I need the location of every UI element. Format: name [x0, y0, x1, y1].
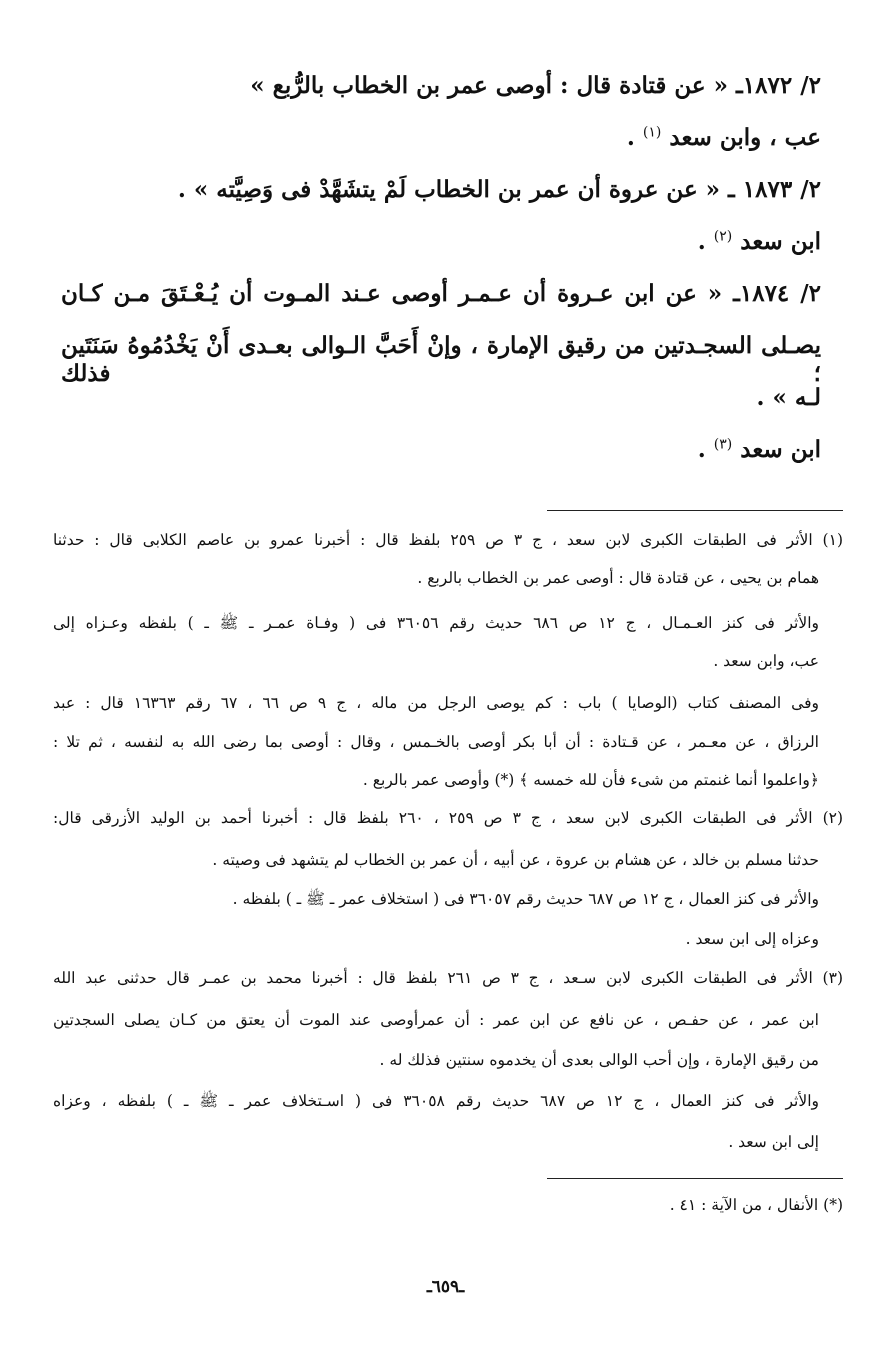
hadith-1874-line-1	[61, 280, 821, 310]
source-end-3: .	[697, 436, 714, 463]
footnote-3-line-2	[53, 1011, 819, 1033]
footnote-ref-1: (١)	[642, 124, 662, 141]
footnote-1-line-4	[53, 652, 819, 671]
footnote-2-line-1	[53, 809, 843, 831]
source-1872	[61, 124, 821, 152]
footnote-text: من رقيق الإمارة ، وإن أحب الوالى بعدى أن يخدموه سنتين فذلك له .	[379, 1051, 819, 1069]
hadith-1873-text: ٢/ ١٨٧٣ ـ « عن عروة أن عمر بن الخطاب لَمْ يتشَهَّدْ فى وَصِيَّته » .	[177, 176, 821, 203]
source-1872-text: عب ، وابن سعد	[669, 124, 821, 151]
footnote-text: وفى المصنف كتاب (الوصايا ) باب : كم يوصى الرجل من ماله ، ج ٩ ص ٦٦ ، ٦٧ رقم ١٦٣٦٣ قال : عبد	[53, 694, 819, 712]
footnote-text: وعزاه إلى ابن سعد .	[685, 930, 819, 948]
footnote-text: والأثر فى كنز العمال ، ج ١٢ ص ٦٨٧ حديث رقم ٣٦٠٥٧ فى ( استخلاف عمر ـ ﷺ ـ ) بلفظه .	[232, 890, 819, 908]
hadith-1874-line-3	[61, 384, 821, 412]
footnote-text: ابن عمر ، عن حفـص ، عن نافع عن ابن عمر : أن عمرأوصى عند الموت أن يعتق من كـان يصلى السجدتين	[53, 1011, 819, 1029]
footnote-1-line-1	[53, 531, 843, 553]
source-1874-text: ابن سعد	[740, 436, 821, 463]
footnote-text: (٢) الأثر فى الطبقات الكبرى لابن سعد ، ج ٣ ص ٢٥٩ ، ٢٦٠ بلفظ قال : أخبرنا أحمد بن الوليد الأزرقى قال:	[53, 809, 844, 827]
page-number: ـ٦٥٩ـ	[426, 1277, 465, 1297]
footnote-ref-3: (٣)	[713, 436, 733, 453]
source-end-2: .	[697, 228, 714, 255]
quran-note-text: (*) الأنفال ، من الآية : ٤١ .	[669, 1196, 843, 1214]
footnote-1-line-5	[53, 694, 819, 716]
footnote-ref-2: (٢)	[713, 228, 733, 245]
footnote-text: (٣) الأثر فى الطبقات الكبرى لابن سـعد ، ج ٣ ص ٢٦١ بلفظ قال : أخبرنا محمد بن عمـر قال حدثنى عبد الله	[53, 969, 843, 987]
footnote-1-line-3	[53, 614, 819, 636]
hadith-1872-text: ٢/ ١٨٧٢ـ « عن قتادة قال : أوصى عمر بن الخطاب بالرُّبع »	[250, 72, 821, 99]
source-1873-text: ابن سعد	[740, 228, 821, 255]
hadith-1872	[61, 72, 821, 100]
footnote-text: عب، وابن سعد .	[713, 652, 819, 670]
footnote-text: والأثر فى كنز العـمـال ، ج ١٢ ص ٦٨٦ حديث رقم ٣٦٠٥٦ فى ( وفـاة عمـر ـ ﷺ ـ ) بلفظه وعـزاه إلى	[53, 614, 819, 632]
hadith-1874-text-2: يصـلى السجـدتين من رقيق الإمارة ، وإنْ أَحَبَّ الـوالى بعـدى أَنْ يَخْدُمُوهُ سَنَتَين ؛ فذلك	[61, 332, 821, 387]
quran-note-separator	[547, 1178, 843, 1179]
footnote-3-line-3	[53, 1051, 819, 1070]
footnote-1-line-6	[53, 733, 819, 755]
footnote-3-line-1	[53, 969, 843, 991]
footnote-1-line-7	[53, 771, 819, 790]
footnote-3-line-5	[53, 1133, 819, 1152]
source-1873	[61, 228, 821, 256]
hadith-1874-line-2	[61, 332, 821, 387]
hadith-1874-text-1: ٢/ ١٨٧٤ـ « عن ابن عـروة أن عـمـر أوصى عـند المـوت أن يُـعْـتَقَ مـن كـان	[61, 280, 822, 307]
footnote-separator	[547, 510, 843, 511]
footnote-text: إلى ابن سعد .	[728, 1133, 819, 1151]
footnote-3-line-4	[53, 1092, 819, 1114]
source-1874	[61, 436, 821, 464]
source-end-1: .	[626, 124, 643, 151]
footnote-2-line-4	[53, 930, 819, 949]
footnote-text: (١) الأثر فى الطبقات الكبرى لابن سعد ، ج ٣ ص ٢٥٩ بلفظ قال : أخبرنا عمرو بن عاصم الكلابى قال : حدثنا	[53, 531, 843, 549]
quran-note	[53, 1196, 843, 1215]
footnote-2-line-3	[53, 890, 819, 909]
footnote-text: الرزاق ، عن معـمر ، عن قـتادة : أن أبا بكر أوصى بالخـمس ، وقال : أوصى بما رضى الله به لنفسه ، ثم تلا :	[53, 733, 819, 751]
footnote-1-line-2	[53, 569, 819, 588]
hadith-1873	[61, 176, 821, 204]
footnote-text: ﴿واعلموا أنما غنمتم من شىء فأن لله خمسه ﴾ (*) وأوصى عمر بالربع .	[362, 771, 819, 789]
footnote-text: حدثنا مسلم بن خالد ، عن هشام بن عروة ، عن أبيه ، أن عمر بن الخطاب لم يتشهد فى وصيته .	[212, 851, 819, 869]
footnote-2-line-2	[53, 851, 819, 870]
footnote-text: والأثر فى كنز العمال ، ج ١٢ ص ٦٨٧ حديث رقم ٣٦٠٥٨ فى ( اسـتخلاف عمر ـ ﷺ ـ ) بلفظه ، وعزاه	[53, 1092, 819, 1110]
hadith-1874-text-3: لـه » .	[756, 384, 821, 411]
footnote-text: همام بن يحيى ، عن قتادة قال : أوصى عمر بن الخطاب بالربع .	[417, 569, 819, 587]
